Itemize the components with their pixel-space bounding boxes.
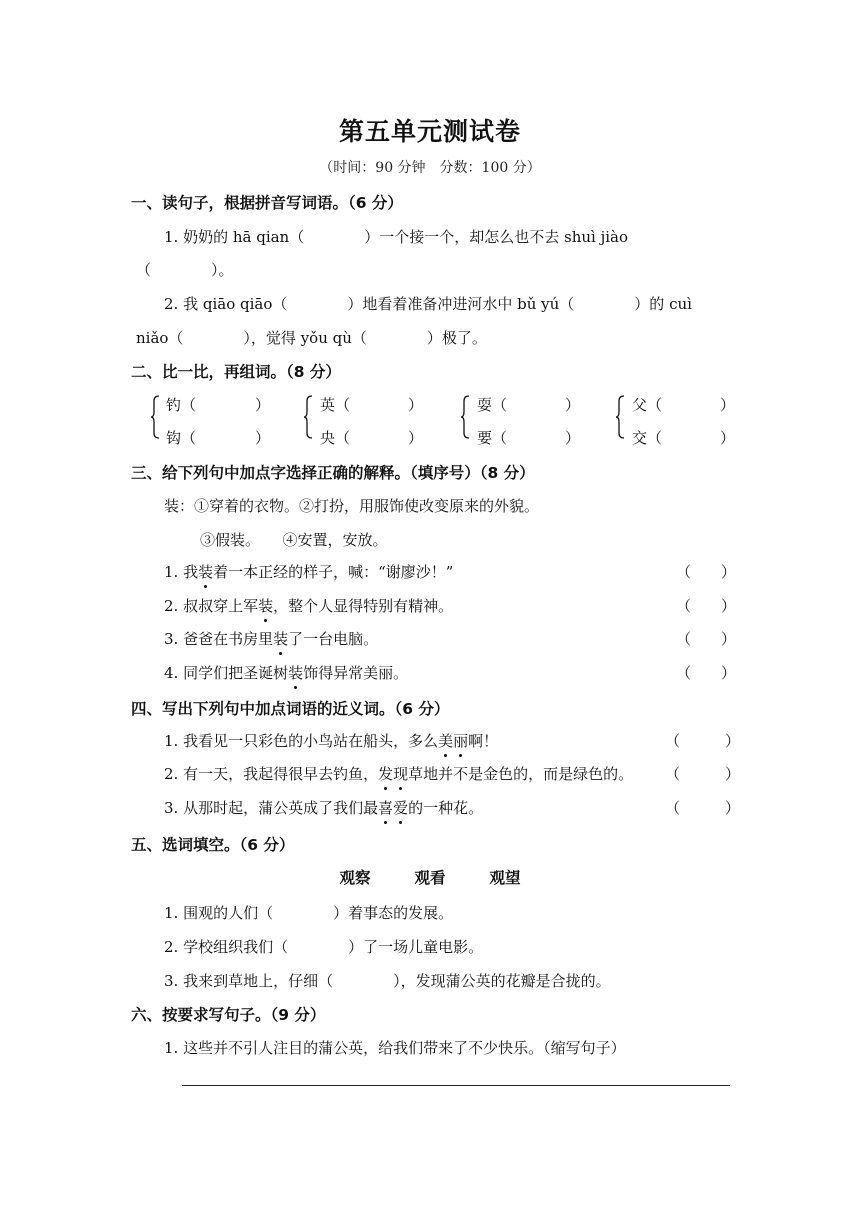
s6-question-1: 1. 这些并不引人注目的蒲公英，给我们带来了不少快乐。（缩写句子） <box>164 1039 626 1057</box>
answer-paren: （ ） <box>665 732 741 750</box>
compare-char-a: 耍（ <box>477 396 508 414</box>
page-title: 第五单元测试卷 <box>338 117 521 146</box>
answer-paren: （ ） <box>676 597 737 615</box>
s5-question-3: 3. 我来到草地上，仔细（ ），发现蒲公英的花瓣是合拢的。 <box>164 972 611 990</box>
section-5-heading: 五、选词填空。（6 分） <box>131 836 295 854</box>
left-brace-icon <box>303 395 313 439</box>
compare-char-a: 英（ <box>320 396 351 414</box>
dotted-char: 美 <box>438 732 454 750</box>
word-choices <box>0 866 860 888</box>
word-choice: 观望 <box>489 869 521 887</box>
s3-question-4: 4. 同学们把圣诞树装饰得异常美丽。 <box>164 664 409 682</box>
section-2-heading: 二、比一比，再组词。（8 分） <box>131 363 341 381</box>
paren-close: ） <box>408 396 424 414</box>
paren-close: ） <box>255 396 271 414</box>
exam-info: （时间：90 分钟 分数：100 分） <box>319 160 541 176</box>
compare-char-b: 交（ <box>632 429 663 447</box>
s3-question-3: 3. 爸爸在书房里装了一台电脑。 <box>164 630 379 648</box>
s5-question-1: 1. 围观的人们（ ）着事态的发展。 <box>164 904 454 922</box>
s5-question-2: 2. 学校组织我们（ ）了一场儿童电影。 <box>164 938 484 956</box>
section-3-heading: 三、给下列句中加点字选择正确的解释。（填序号）（8 分） <box>131 464 535 482</box>
dotted-char: 发 <box>378 765 394 783</box>
left-brace-icon <box>150 395 160 439</box>
paren-close: ） <box>720 396 736 414</box>
paren-close: ） <box>255 429 271 447</box>
paren-close: ） <box>565 396 581 414</box>
paren-close: ） <box>408 429 424 447</box>
s3-question-1: 1. 我装着一本正经的样子，喊：“谢廖沙！” <box>164 563 454 581</box>
compare-char-a: 父（ <box>632 396 663 414</box>
dotted-char: 丽 <box>453 732 469 750</box>
compare-char-a: 钓（ <box>166 396 197 414</box>
compare-char-b: 要（ <box>477 429 508 447</box>
section-4-heading: 四、写出下列句中加点词语的近义词。（6 分） <box>131 700 450 718</box>
s3-definition-2: ③假装。 ④安置，安放。 <box>200 531 388 549</box>
s1-question-1: 1. 奶奶的 hā qian（ ）一个接一个，却怎么也不去 shuì jiào <box>164 228 628 246</box>
paren-close: ） <box>565 429 581 447</box>
section-1-heading: 一、读句子，根据拼音写词语。（6 分） <box>131 194 403 212</box>
left-brace-icon <box>460 395 470 439</box>
s3-definition-1: 装：①穿着的衣物。②打扮，用服饰使改变原来的外貌。 <box>164 497 540 515</box>
answer-paren: （ ） <box>665 799 741 817</box>
left-brace-icon <box>615 395 625 439</box>
dotted-char: 装 <box>258 597 274 615</box>
section-6-heading: 六、按要求写句子。（9 分） <box>131 1006 326 1024</box>
word-choice: 观看 <box>414 869 446 887</box>
s1-question-2-cont: niǎo（ ），觉得 yǒu qù（ ）极了。 <box>136 329 487 347</box>
word-choice: 观察 <box>339 869 371 887</box>
s3-question-2: 2. 叔叔穿上军装，整个人显得特别有精神。 <box>164 597 454 615</box>
dotted-char: 装 <box>198 563 214 581</box>
s1-question-2: 2. 我 qiāo qiāo（ ）地看着准备冲进河水中 bǔ yú（ ）的 cuì <box>164 295 692 313</box>
answer-line[interactable] <box>182 1085 730 1086</box>
compare-char-b: 钩（ <box>166 429 197 447</box>
answer-paren: （ ） <box>676 664 737 682</box>
dotted-char: 爱 <box>393 799 409 817</box>
compare-char-b: 央（ <box>320 429 351 447</box>
answer-paren: （ ） <box>676 563 737 581</box>
answer-paren: （ ） <box>665 765 741 783</box>
s1-question-1-cont: （ ）。 <box>136 261 234 279</box>
dotted-char: 喜 <box>378 799 394 817</box>
dotted-char: 现 <box>393 765 409 783</box>
s4-question-2: 2. 有一天，我起得很早去钓鱼，发现草地并不是金色的，而是绿色的。 <box>164 765 634 783</box>
dotted-char: 装 <box>273 630 289 648</box>
s4-question-3: 3. 从那时起，蒲公英成了我们最喜爱的一种花。 <box>164 799 484 817</box>
s4-question-1: 1. 我看见一只彩色的小鸟站在船头，多么美丽啊！ <box>164 732 499 750</box>
paren-close: ） <box>720 429 736 447</box>
answer-paren: （ ） <box>676 630 737 648</box>
dotted-char: 装 <box>288 664 304 682</box>
